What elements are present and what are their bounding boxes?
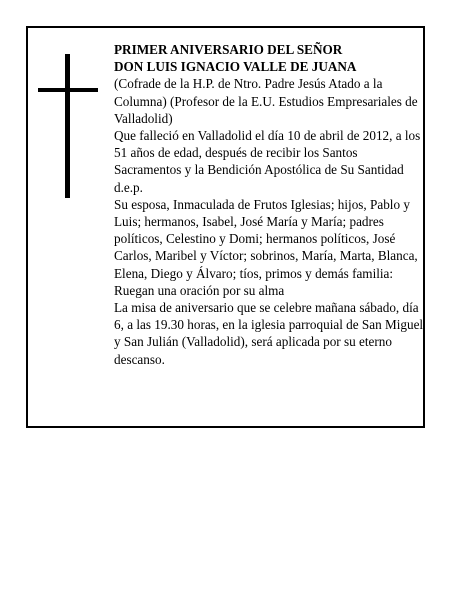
notice-death-info: Que falleció en Valladolid el día 10 de abril de 2012, a los 51 años de edad, después de recibir los Santos Sacramentos y la Bendición Apostólica de Su Santidad [114,128,421,178]
cross-vertical-bar [65,54,70,198]
notice-title-line1: PRIMER ANIVERSARIO DEL SEÑOR [114,42,343,57]
notice-title-line2: DON LUIS IGNACIO VALLE DE JUANA [114,59,357,75]
cross-icon [38,54,98,198]
notice-prayer-request: Ruegan una oración por su alma [114,282,285,298]
notice-affiliations: (Cofrade de la H.P. de Ntro. Padre Jesús Atado a la Columna) (Profesor de la E.U. Estudios Empresariales de Valladolid) [114,76,418,126]
notice-rip: d.e.p. [114,179,143,195]
obituary-notice [26,26,425,428]
cross-horizontal-bar [38,88,98,92]
notice-mass-info: La misa de aniversario que se celebre mañana sábado, día 6, a las 19.30 horas, en la iglesia parroquial de San Miguel y San Julián (Valladolid), será aplicada por su eterno descanso. [114,300,424,367]
notice-text [114,41,424,368]
notice-family: Su esposa, Inmaculada de Frutos Iglesias; hijos, Pablo y Luis; hermanos, Isabel, José María y María; padres políticos, Celestino y Domi; hermanos políticos, José Carlos, Maribel y Víctor; sobrinos, María, Marta, Blanca, Elena, Diego y Álvaro; tíos, primos y demás familia: [114,196,418,281]
